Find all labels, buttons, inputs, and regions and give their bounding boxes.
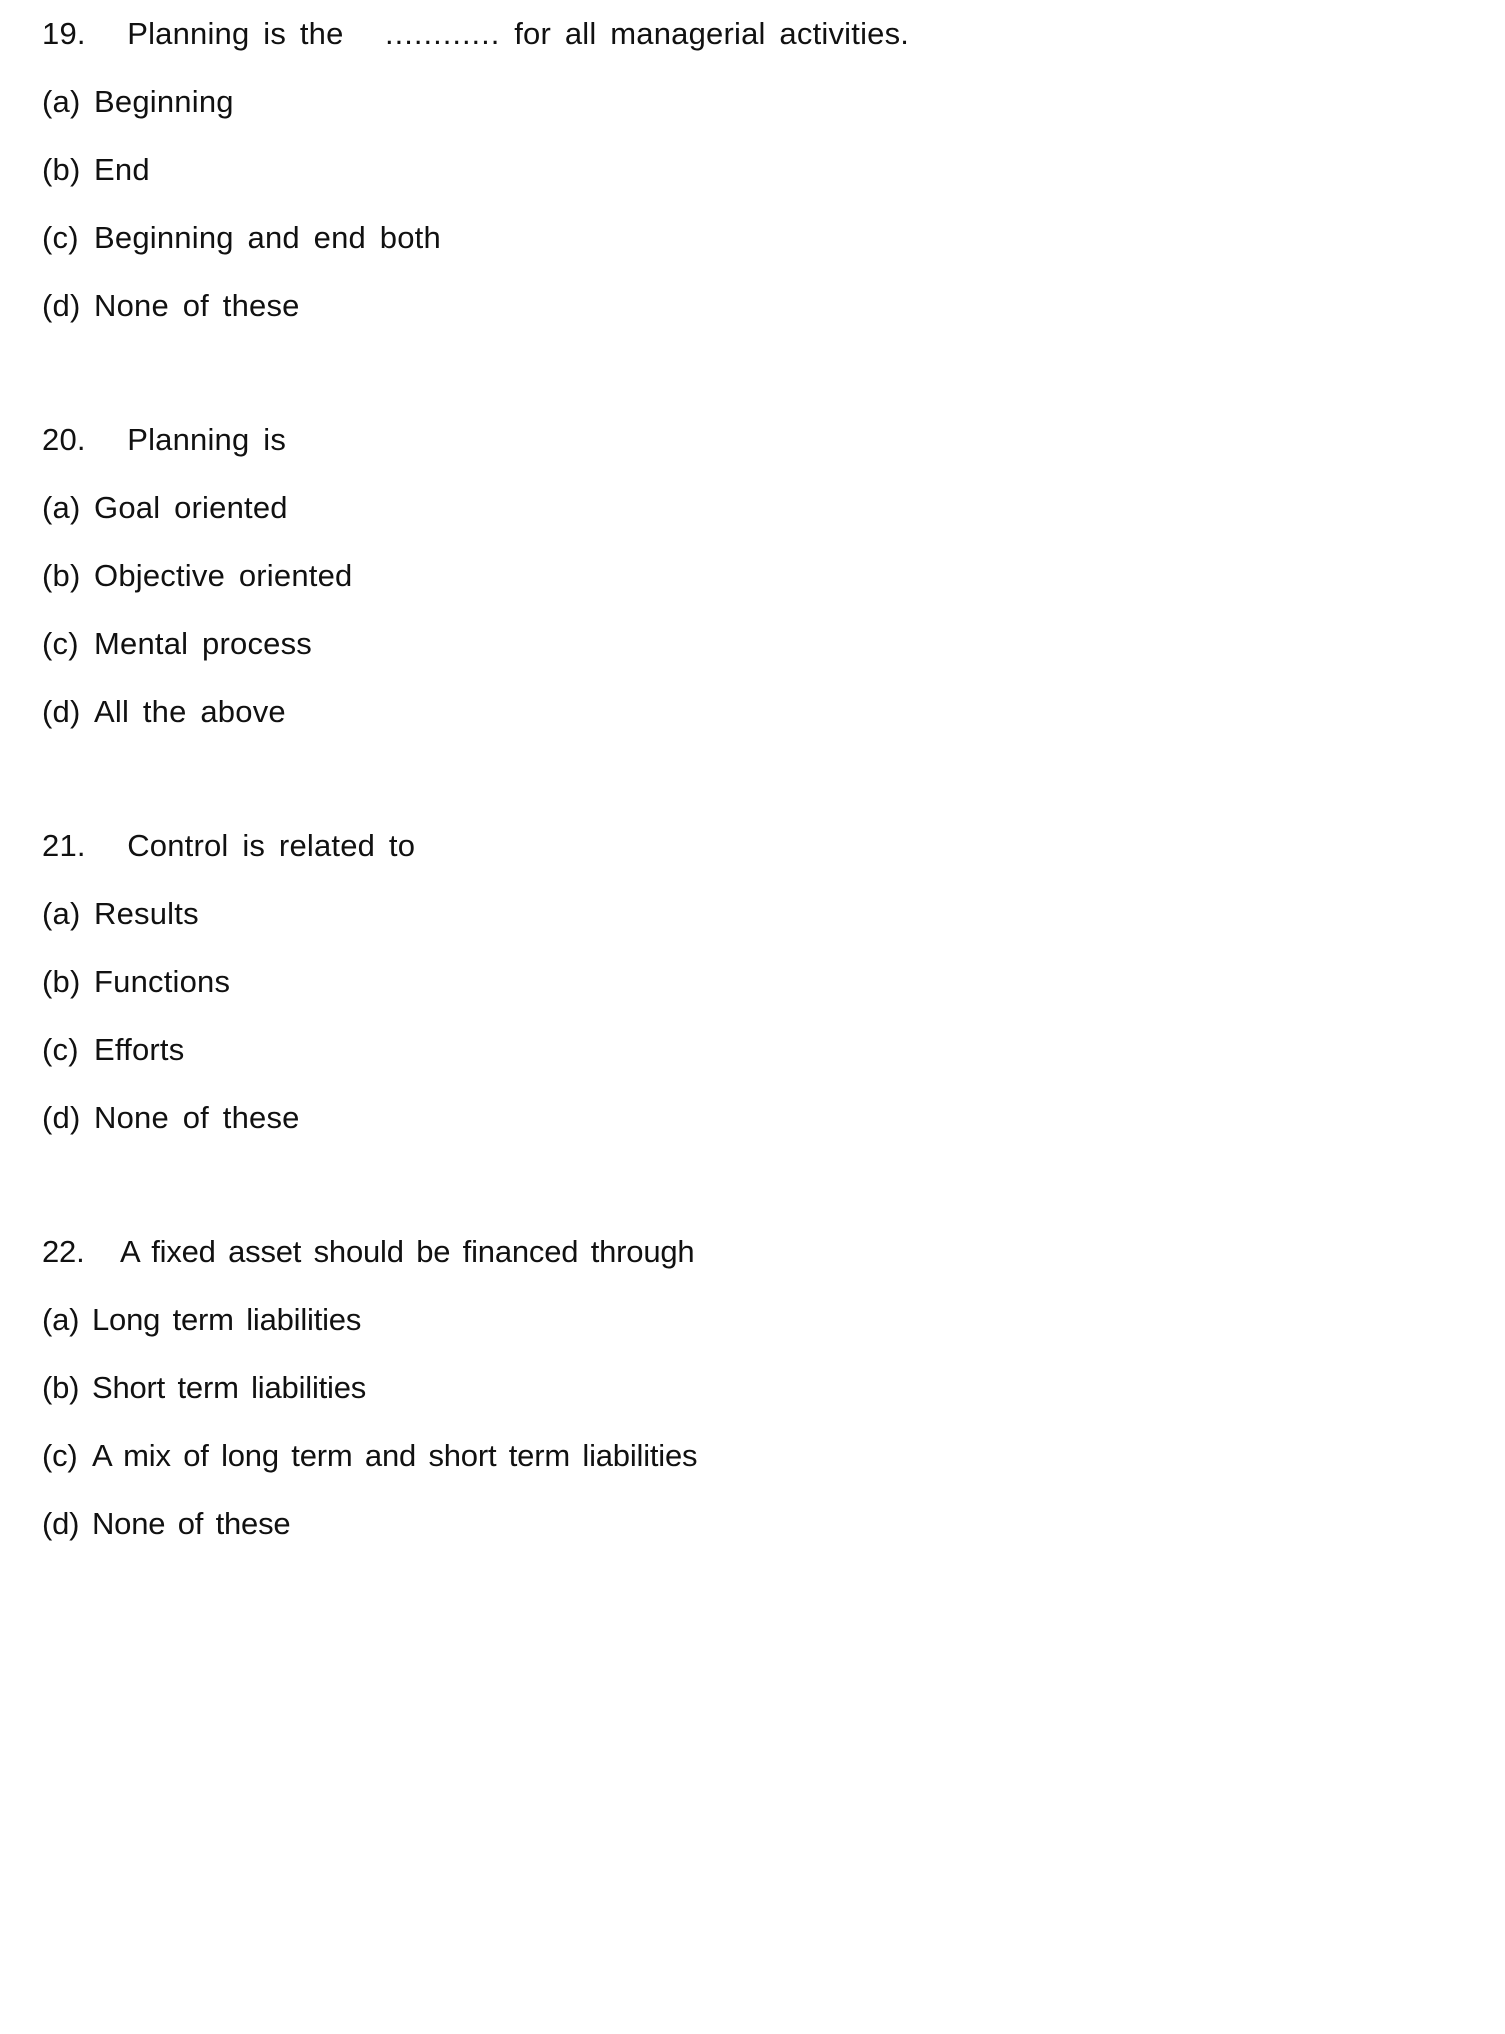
option-row[interactable] [42, 542, 1465, 610]
option-label: Beginning and end both [94, 220, 441, 255]
question-number-21: 21. [42, 828, 86, 863]
option-row[interactable] [42, 204, 1465, 272]
option-label: Goal oriented [94, 490, 288, 525]
option-label: Results [94, 896, 199, 931]
option-marker: (b) [42, 152, 81, 187]
option-label: None of these [94, 288, 300, 323]
option-label: Beginning [94, 84, 234, 119]
option-label: Long term liabilities [92, 1302, 362, 1337]
option-row[interactable] [42, 136, 1465, 204]
option-row[interactable] [42, 1490, 1465, 1558]
question-stem-20 [42, 406, 1465, 474]
option-row[interactable] [42, 272, 1465, 340]
question-stem-19 [42, 0, 1465, 68]
option-marker: (b) [42, 1370, 80, 1405]
question-stem-21 [42, 812, 1465, 880]
option-row[interactable] [42, 678, 1465, 746]
option-label: End [94, 152, 150, 187]
question-block-19 [42, 0, 1465, 340]
option-label: None of these [92, 1506, 291, 1541]
question-block-21 [42, 812, 1465, 1152]
question-text-19: Planning is the [127, 16, 344, 51]
question-sheet [42, 0, 1465, 1558]
question-text-tail-19: for all managerial activities. [514, 16, 910, 51]
question-number-19: 19. [42, 16, 86, 51]
option-marker: (c) [42, 1032, 79, 1067]
option-label: A mix of long term and short term liabilities [92, 1438, 698, 1473]
option-marker: (c) [42, 1438, 78, 1473]
question-blank-19: ............ [385, 16, 501, 51]
option-row[interactable] [42, 68, 1465, 136]
option-label: Objective oriented [94, 558, 353, 593]
option-row[interactable] [42, 1286, 1465, 1354]
option-row[interactable] [42, 1016, 1465, 1084]
option-marker: (c) [42, 626, 79, 661]
option-marker: (c) [42, 220, 79, 255]
option-label: Short term liabilities [92, 1370, 367, 1405]
option-marker: (a) [42, 896, 81, 931]
question-block-22 [42, 1218, 1465, 1558]
question-block-20 [42, 406, 1465, 746]
option-row[interactable] [42, 610, 1465, 678]
option-marker: (a) [42, 490, 81, 525]
option-marker: (b) [42, 558, 81, 593]
option-row[interactable] [42, 1084, 1465, 1152]
option-row[interactable] [42, 474, 1465, 542]
option-label: All the above [94, 694, 286, 729]
question-number-22: 22. [42, 1234, 85, 1269]
option-marker: (d) [42, 694, 81, 729]
option-marker: (a) [42, 84, 81, 119]
option-row[interactable] [42, 1422, 1465, 1490]
option-label: None of these [94, 1100, 300, 1135]
option-marker: (a) [42, 1302, 80, 1337]
option-marker: (b) [42, 964, 81, 999]
option-label: Functions [94, 964, 231, 999]
option-marker: (d) [42, 1506, 80, 1541]
option-label: Efforts [94, 1032, 185, 1067]
question-text-22: A fixed asset should be financed through [120, 1234, 695, 1269]
option-label: Mental process [94, 626, 313, 661]
option-row[interactable] [42, 1354, 1465, 1422]
option-marker: (d) [42, 1100, 81, 1135]
option-row[interactable] [42, 948, 1465, 1016]
question-stem-22 [42, 1218, 1465, 1286]
question-number-20: 20. [42, 422, 86, 457]
question-text-21: Control is related to [127, 828, 416, 863]
option-marker: (d) [42, 288, 81, 323]
option-row[interactable] [42, 880, 1465, 948]
question-text-20: Planning is [127, 422, 287, 457]
